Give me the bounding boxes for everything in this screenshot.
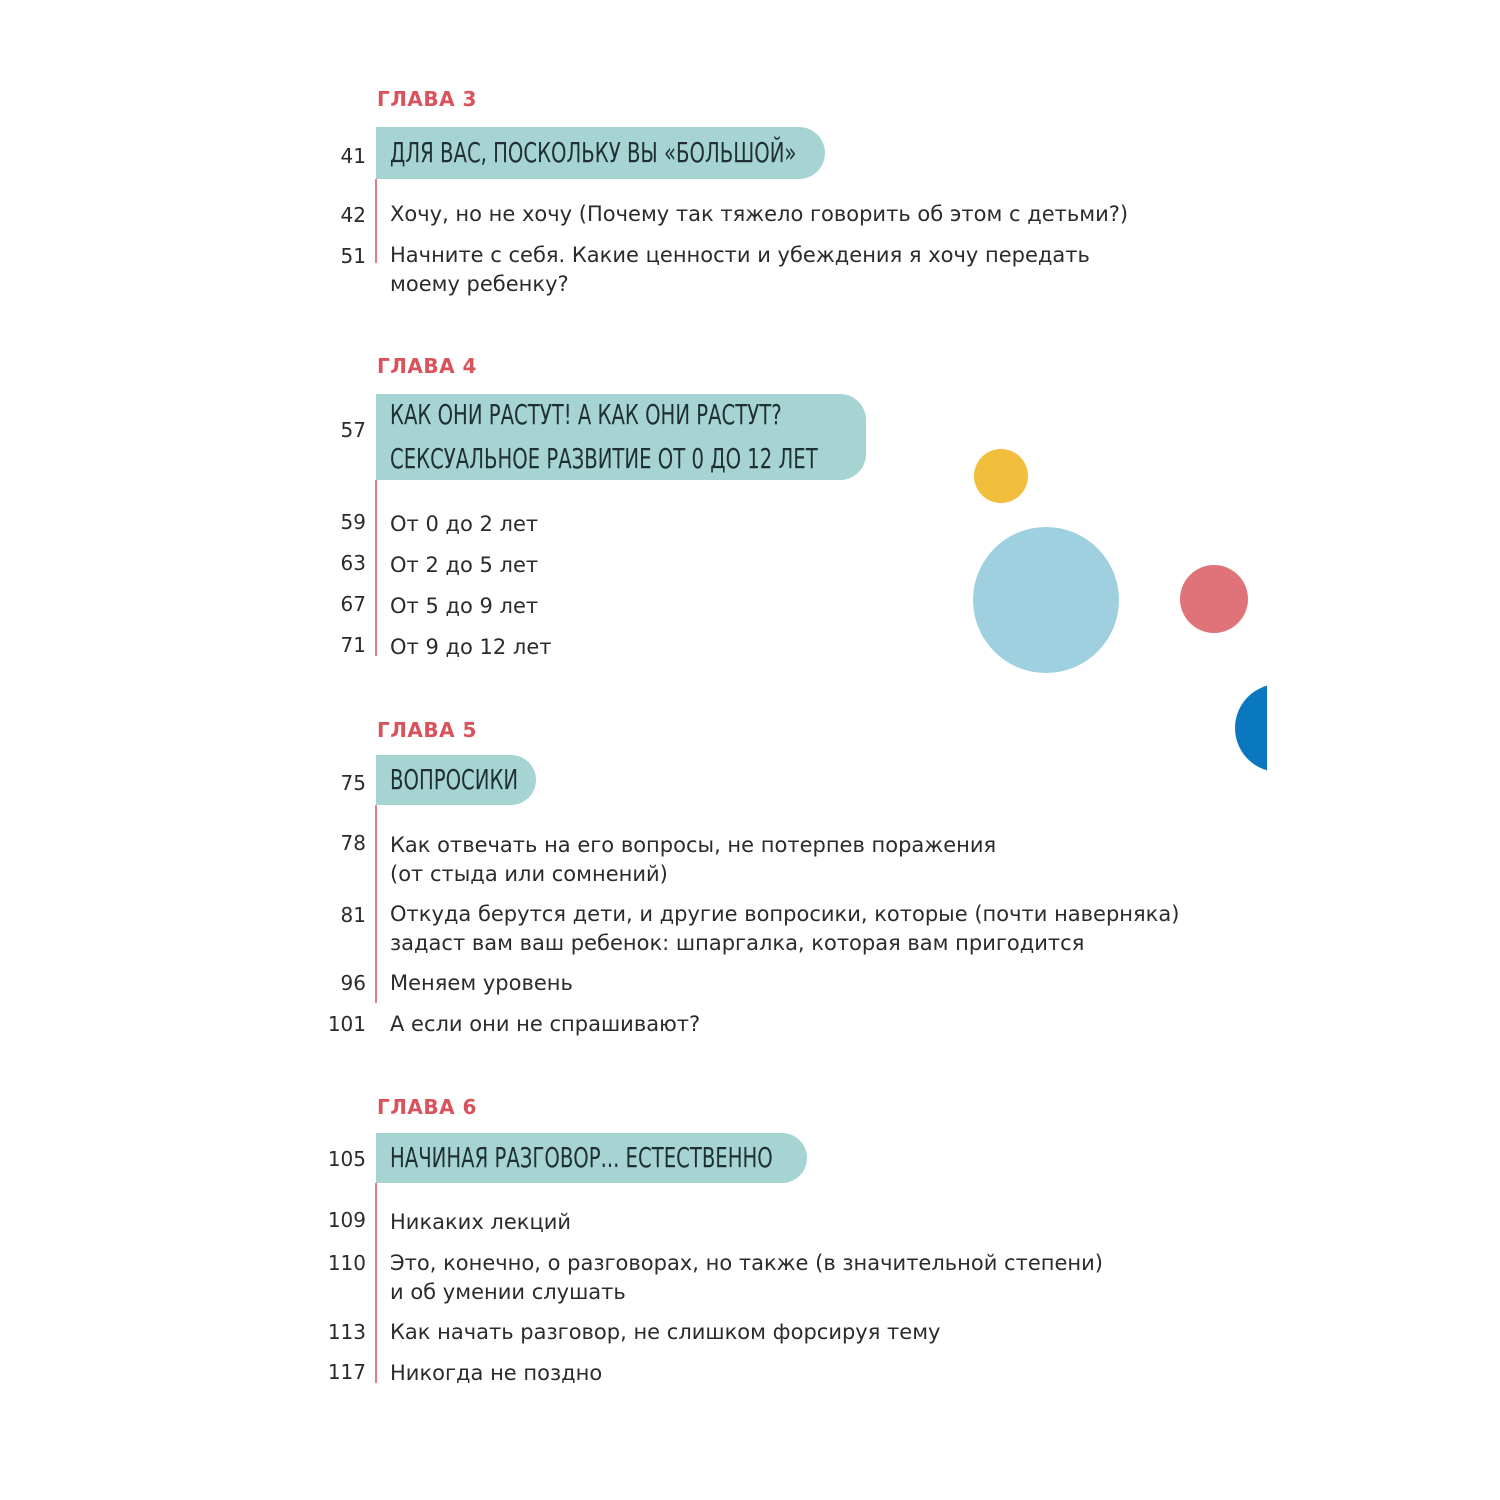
chapter-5-title [376, 755, 536, 805]
chapter-4-label: ГЛАВА 4 [377, 354, 477, 378]
chapter-3-title-line: ДЛЯ ВАС, ПОСКОЛЬКУ ВЫ «БОЛЬШОЙ» [390, 136, 797, 169]
yellow-dot-decoration [974, 449, 1028, 503]
blue-half-dot-decoration [1235, 684, 1267, 772]
entry-page-number: 110 [327, 1251, 366, 1275]
chapter-4-rule [375, 480, 377, 656]
toc-entry: От 2 до 5 лет [390, 553, 539, 577]
entry-page-number: 42 [340, 203, 366, 227]
entry-page-number: 96 [340, 971, 366, 995]
chapter-4-title-line: КАК ОНИ РАСТУТ! А КАК ОНИ РАСТУТ? [390, 398, 782, 431]
entry-page-number: 117 [327, 1360, 366, 1384]
toc-entry: Как отвечать на его вопросы, не потерпев поражения (от стыда или сомнений) [390, 833, 997, 886]
toc-entry: От 5 до 9 лет [390, 594, 539, 618]
toc-entry: А если они не спрашивают? [390, 1012, 701, 1036]
chapter-4-title-page: 57 [340, 418, 366, 442]
toc-entry: Хочу, но не хочу (Почему так тяжело говорить об этом с детьми?) [390, 202, 1129, 226]
chapter-4-title-line: СЕКСУАЛЬНОЕ РАЗВИТИЕ ОТ 0 ДО 12 ЛЕТ [390, 442, 818, 475]
chapter-6-label: ГЛАВА 6 [377, 1095, 477, 1119]
coral-dot-decoration [1180, 565, 1248, 633]
toc-entry: Никаких лекций [390, 1210, 572, 1234]
chapter-6-title-line: НАЧИНАЯ РАЗГОВОР... ЕСТЕСТВЕННО [390, 1141, 773, 1174]
toc-entry: Это, конечно, о разговорах, но также (в значительной степени) и об умении слушать [390, 1251, 1103, 1304]
chapter-5-rule [375, 805, 377, 1003]
entry-page-number: 113 [327, 1320, 366, 1344]
toc-entry: Меняем уровень [390, 971, 573, 995]
chapter-4-title [376, 394, 866, 480]
chapter-3-title [376, 127, 825, 179]
chapter-3-title-page: 41 [340, 144, 366, 168]
entry-page-number: 63 [340, 551, 366, 575]
chapter-3-rule [375, 179, 377, 263]
entry-page-number: 109 [327, 1208, 366, 1232]
chapter-6-title [376, 1133, 807, 1183]
toc-entry: Начните с себя. Какие ценности и убеждения я хочу передать моему ребенку? [390, 243, 1090, 296]
entry-page-number: 81 [340, 903, 366, 927]
entry-page-number: 71 [340, 633, 366, 657]
entry-page-number: 78 [340, 831, 366, 855]
light-blue-dot-decoration [973, 527, 1119, 673]
toc-entry: Как начать разговор, не слишком форсируя тему [390, 1320, 941, 1344]
toc-entry: От 9 до 12 лет [390, 635, 552, 659]
entry-page-number: 67 [340, 592, 366, 616]
chapter-5-title-page: 75 [340, 771, 366, 795]
chapter-3-label: ГЛАВА 3 [377, 87, 477, 111]
entry-page-number: 101 [327, 1012, 366, 1036]
toc-entry: Никогда не поздно [390, 1361, 603, 1385]
chapter-6-title-page: 105 [327, 1147, 366, 1171]
chapter-5-title-line: ВОПРОСИКИ [390, 763, 519, 796]
chapter-6-rule [375, 1183, 377, 1383]
chapter-5-label: ГЛАВА 5 [377, 718, 477, 742]
entry-page-number: 59 [340, 510, 366, 534]
toc-entry: Откуда берутся дети, и другие вопросики, которые (почти наверняка) задаст вам ваш ребенок: шпаргалка, которая вам пригодится [390, 902, 1180, 955]
toc-entry: От 0 до 2 лет [390, 512, 539, 536]
entry-page-number: 51 [340, 244, 366, 268]
